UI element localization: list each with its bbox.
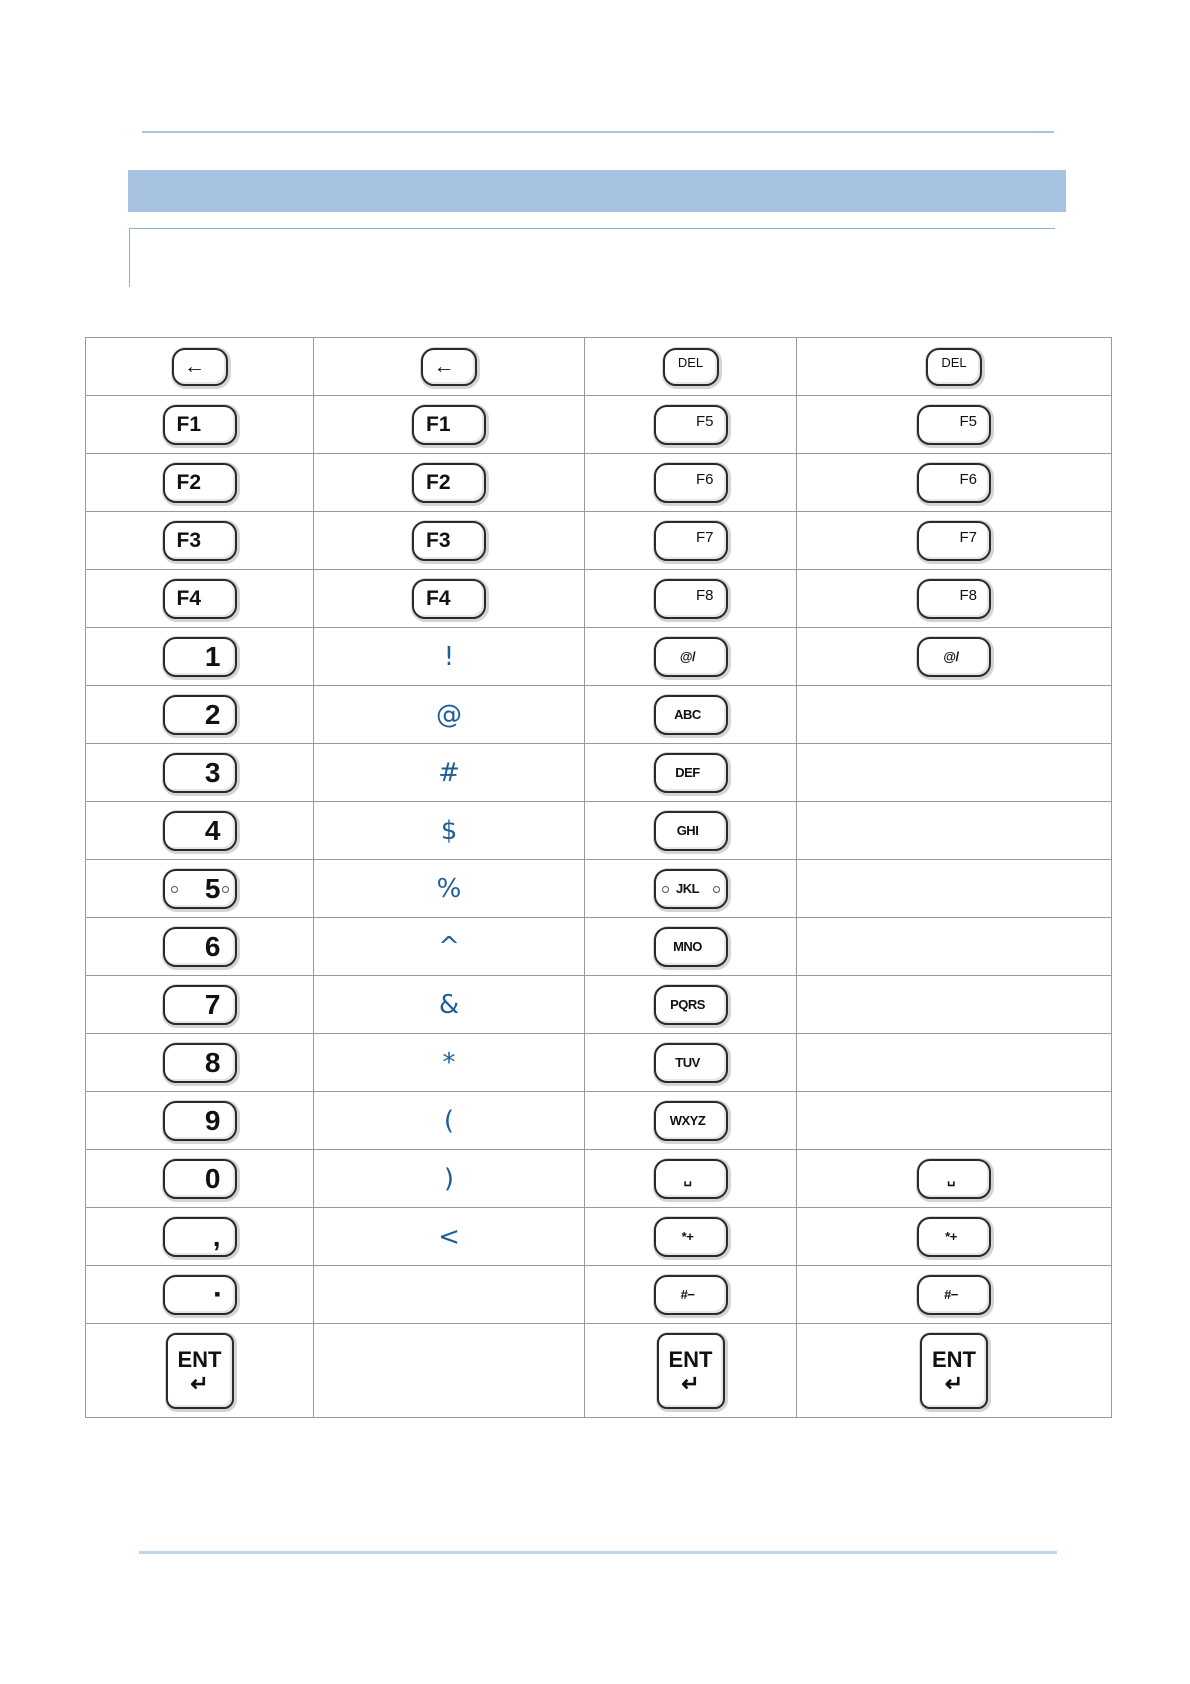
cell-alpha bbox=[585, 628, 797, 686]
enter-arrow-icon: ↵ bbox=[190, 1370, 209, 1396]
f6-key: F6 bbox=[654, 463, 728, 503]
table-row bbox=[86, 570, 1112, 628]
cell-shift bbox=[314, 1092, 585, 1150]
cell-normal bbox=[86, 396, 314, 454]
cell-normal bbox=[86, 1324, 314, 1418]
cell-alpha-shift bbox=[797, 628, 1112, 686]
space-key: ␣ bbox=[917, 1159, 991, 1199]
period-key: ▪ bbox=[163, 1275, 237, 1315]
table-row bbox=[86, 1208, 1112, 1266]
enter-arrow-icon: ↵ bbox=[681, 1370, 700, 1396]
shift-symbol: ^ bbox=[438, 931, 460, 962]
cell-shift bbox=[314, 976, 585, 1034]
hash-minus-key: #− bbox=[917, 1275, 991, 1315]
cell-normal bbox=[86, 744, 314, 802]
cell-shift bbox=[314, 860, 585, 918]
cell-normal bbox=[86, 1266, 314, 1324]
cell-alpha-shift bbox=[797, 1092, 1112, 1150]
cell-shift bbox=[314, 1324, 585, 1418]
cell-shift bbox=[314, 396, 585, 454]
cell-normal bbox=[86, 628, 314, 686]
cell-shift bbox=[314, 1208, 585, 1266]
cell-alpha-shift bbox=[797, 1034, 1112, 1092]
cell-alpha bbox=[585, 976, 797, 1034]
cell-normal bbox=[86, 1092, 314, 1150]
wxyz-key: WXYZ bbox=[654, 1101, 728, 1141]
cell-shift bbox=[314, 686, 585, 744]
cell-alpha bbox=[585, 338, 797, 396]
cell-alpha-shift bbox=[797, 686, 1112, 744]
cell-shift bbox=[314, 454, 585, 512]
cell-shift bbox=[314, 1266, 585, 1324]
cell-alpha-shift bbox=[797, 454, 1112, 512]
cell-alpha-shift bbox=[797, 1150, 1112, 1208]
f8-key: F8 bbox=[917, 579, 991, 619]
subsection-title-box bbox=[129, 228, 1055, 287]
cell-alpha-shift bbox=[797, 860, 1112, 918]
cell-shift bbox=[314, 744, 585, 802]
space-key: ␣ bbox=[654, 1159, 728, 1199]
tactile-dot-icon bbox=[222, 886, 229, 893]
del-key: DEL bbox=[926, 348, 982, 386]
table-row bbox=[86, 802, 1112, 860]
tactile-dot-icon bbox=[713, 886, 720, 893]
cell-shift bbox=[314, 1150, 585, 1208]
cell-normal bbox=[86, 1034, 314, 1092]
digit-7-key: 7 bbox=[163, 985, 237, 1025]
f7-key: F7 bbox=[917, 521, 991, 561]
cell-alpha bbox=[585, 454, 797, 512]
cell-shift bbox=[314, 802, 585, 860]
shift-symbol: # bbox=[438, 757, 460, 788]
cell-normal bbox=[86, 860, 314, 918]
cell-normal bbox=[86, 802, 314, 860]
f8-key: F8 bbox=[654, 579, 728, 619]
table-row bbox=[86, 860, 1112, 918]
shift-symbol: $ bbox=[440, 815, 458, 846]
cell-alpha bbox=[585, 860, 797, 918]
cell-shift bbox=[314, 628, 585, 686]
tactile-dot-icon bbox=[171, 886, 178, 893]
table-row bbox=[86, 396, 1112, 454]
cell-alpha-shift bbox=[797, 570, 1112, 628]
f1-key: F1 bbox=[163, 405, 237, 445]
digit-3-key: 3 bbox=[163, 753, 237, 793]
key-label: ENT bbox=[177, 1346, 222, 1372]
keypad-mapping-table bbox=[85, 337, 1112, 1418]
shift-symbol: < bbox=[438, 1221, 460, 1252]
hash-minus-key: #− bbox=[654, 1275, 728, 1315]
f4-key: F4 bbox=[163, 579, 237, 619]
shift-symbol: % bbox=[436, 873, 462, 904]
f2-key: F2 bbox=[163, 463, 237, 503]
f3-key: F3 bbox=[412, 521, 486, 561]
cell-normal bbox=[86, 918, 314, 976]
enter-key bbox=[657, 1333, 725, 1409]
at-slash-key: @/ bbox=[917, 637, 991, 677]
table-row bbox=[86, 628, 1112, 686]
cell-shift bbox=[314, 1034, 585, 1092]
cell-alpha-shift bbox=[797, 918, 1112, 976]
def-key: DEF bbox=[654, 753, 728, 793]
jkl-key bbox=[654, 869, 728, 909]
cell-shift bbox=[314, 512, 585, 570]
cell-alpha-shift bbox=[797, 338, 1112, 396]
cell-normal bbox=[86, 454, 314, 512]
digit-9-key: 9 bbox=[163, 1101, 237, 1141]
shift-symbol: * bbox=[442, 1047, 456, 1078]
backspace-key: ← bbox=[172, 348, 228, 386]
shift-symbol: ) bbox=[443, 1163, 455, 1194]
key-label: 5 bbox=[204, 872, 221, 904]
shift-symbol: ! bbox=[443, 641, 455, 672]
cell-alpha bbox=[585, 1092, 797, 1150]
digit-5-key bbox=[163, 869, 237, 909]
section-title-bar bbox=[128, 170, 1066, 212]
f5-key: F5 bbox=[917, 405, 991, 445]
digit-0-key: 0 bbox=[163, 1159, 237, 1199]
cell-alpha-shift bbox=[797, 802, 1112, 860]
cell-normal bbox=[86, 686, 314, 744]
cell-shift bbox=[314, 570, 585, 628]
f1-key: F1 bbox=[412, 405, 486, 445]
cell-alpha bbox=[585, 1150, 797, 1208]
table-row bbox=[86, 454, 1112, 512]
cell-normal bbox=[86, 570, 314, 628]
header-rule bbox=[142, 131, 1054, 133]
enter-key bbox=[920, 1333, 988, 1409]
key-label: JKL bbox=[675, 881, 700, 896]
del-key: DEL bbox=[663, 348, 719, 386]
cell-alpha-shift bbox=[797, 744, 1112, 802]
cell-alpha-shift bbox=[797, 396, 1112, 454]
key-label: ENT bbox=[668, 1346, 713, 1372]
mno-key: MNO bbox=[654, 927, 728, 967]
cell-alpha bbox=[585, 1324, 797, 1418]
table-row bbox=[86, 744, 1112, 802]
cell-alpha bbox=[585, 1208, 797, 1266]
cell-alpha bbox=[585, 512, 797, 570]
table-row bbox=[86, 1092, 1112, 1150]
shift-symbol: @ bbox=[436, 699, 462, 730]
cell-alpha bbox=[585, 744, 797, 802]
abc-key: ABC bbox=[654, 695, 728, 735]
digit-8-key: 8 bbox=[163, 1043, 237, 1083]
table-row bbox=[86, 976, 1112, 1034]
cell-normal bbox=[86, 1208, 314, 1266]
cell-alpha bbox=[585, 570, 797, 628]
star-plus-key: *+ bbox=[654, 1217, 728, 1257]
enter-key bbox=[166, 1333, 234, 1409]
cell-alpha bbox=[585, 1266, 797, 1324]
table-row bbox=[86, 1324, 1112, 1418]
tactile-dot-icon bbox=[662, 886, 669, 893]
table-row bbox=[86, 1266, 1112, 1324]
cell-alpha-shift bbox=[797, 1208, 1112, 1266]
f6-key: F6 bbox=[917, 463, 991, 503]
table-row bbox=[86, 512, 1112, 570]
cell-alpha-shift bbox=[797, 512, 1112, 570]
backspace-key: ← bbox=[421, 348, 477, 386]
cell-alpha-shift bbox=[797, 976, 1112, 1034]
cell-alpha-shift bbox=[797, 1266, 1112, 1324]
f3-key: F3 bbox=[163, 521, 237, 561]
cell-alpha bbox=[585, 1034, 797, 1092]
f7-key: F7 bbox=[654, 521, 728, 561]
table-row bbox=[86, 918, 1112, 976]
f4-key: F4 bbox=[412, 579, 486, 619]
cell-normal bbox=[86, 338, 314, 396]
tuv-key: TUV bbox=[654, 1043, 728, 1083]
f5-key: F5 bbox=[654, 405, 728, 445]
table-row bbox=[86, 1150, 1112, 1208]
cell-alpha bbox=[585, 396, 797, 454]
shift-symbol: & bbox=[438, 989, 460, 1020]
footer-rule bbox=[139, 1551, 1057, 1554]
cell-alpha-shift bbox=[797, 1324, 1112, 1418]
digit-4-key: 4 bbox=[163, 811, 237, 851]
cell-normal bbox=[86, 1150, 314, 1208]
table-row bbox=[86, 686, 1112, 744]
comma-key: , bbox=[163, 1217, 237, 1257]
cell-alpha bbox=[585, 686, 797, 744]
cell-alpha bbox=[585, 802, 797, 860]
table-row bbox=[86, 338, 1112, 396]
star-plus-key: *+ bbox=[917, 1217, 991, 1257]
f2-key: F2 bbox=[412, 463, 486, 503]
digit-6-key: 6 bbox=[163, 927, 237, 967]
ghi-key: GHI bbox=[654, 811, 728, 851]
key-label: ENT bbox=[932, 1346, 976, 1372]
cell-shift bbox=[314, 918, 585, 976]
cell-normal bbox=[86, 976, 314, 1034]
digit-1-key: 1 bbox=[163, 637, 237, 677]
cell-shift bbox=[314, 338, 585, 396]
cell-normal bbox=[86, 512, 314, 570]
digit-2-key: 2 bbox=[163, 695, 237, 735]
table-row bbox=[86, 1034, 1112, 1092]
cell-alpha bbox=[585, 918, 797, 976]
shift-symbol: ( bbox=[443, 1105, 455, 1136]
at-slash-key: @/ bbox=[654, 637, 728, 677]
pqrs-key: PQRS bbox=[654, 985, 728, 1025]
enter-arrow-icon: ↵ bbox=[944, 1370, 964, 1396]
